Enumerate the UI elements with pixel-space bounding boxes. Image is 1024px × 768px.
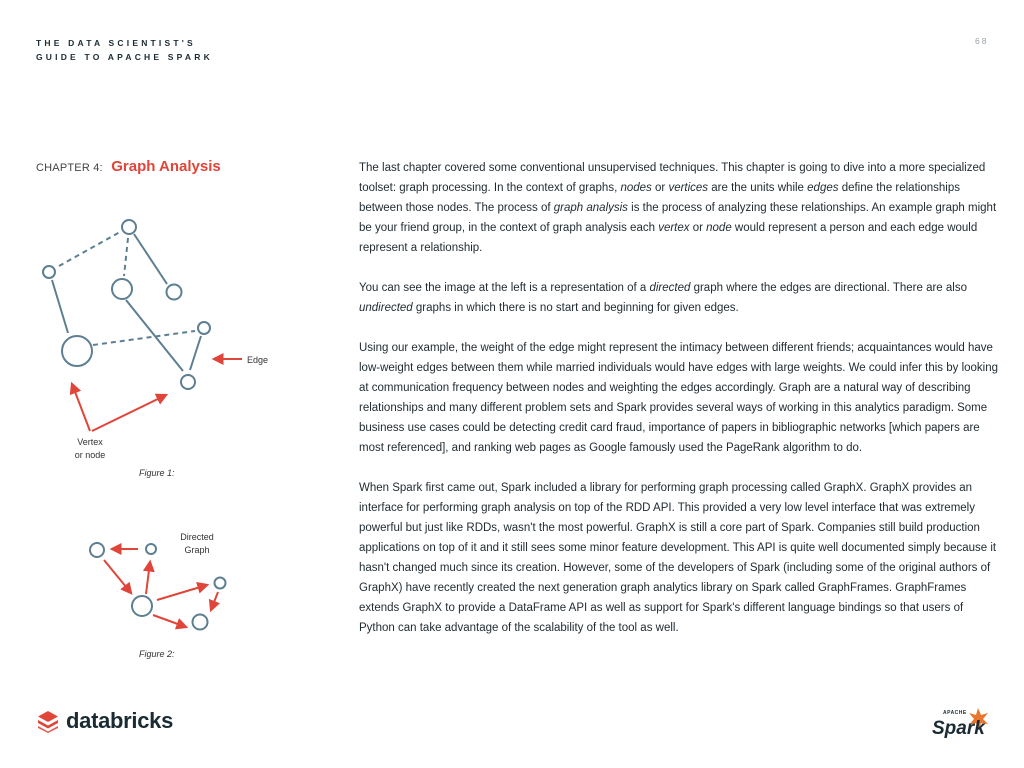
fig1-node: [62, 336, 92, 366]
emphasized-term: vertex: [658, 222, 690, 234]
chapter-label: CHAPTER 4:: [36, 162, 103, 174]
spark-star-icon: [928, 704, 992, 740]
fig1-node: [198, 322, 210, 334]
databricks-logo: [36, 708, 173, 734]
apache-spark-logo: [928, 704, 992, 745]
fig1-node: [167, 285, 182, 300]
fig1-vertex-label: [62, 436, 118, 462]
fig1-vertex-label-line1: Vertex: [77, 437, 103, 447]
fig1-dashed-edge: [124, 238, 128, 276]
fig1-edge-label: Edge: [247, 355, 269, 365]
figure1-graph-diagram: [0, 0, 340, 700]
fig2-node: [146, 544, 156, 554]
fig2-node: [215, 578, 226, 589]
fig1-edge: [134, 234, 167, 284]
header-title-line2: GUIDE TO APACHE SPARK: [36, 52, 213, 62]
fig2-node: [193, 615, 208, 630]
fig2-node: [132, 596, 152, 616]
figure1-caption: Figure 1:: [139, 468, 175, 478]
fig1-edge: [52, 280, 68, 333]
figure2-caption: Figure 2:: [139, 649, 175, 659]
body-text: [359, 158, 999, 658]
fig2-node: [90, 543, 104, 557]
fig1-dashed-edge: [93, 331, 195, 345]
body-paragraph: You can see the image at the left is a representation of a directed graph where the edges are directional. There are also undirected graphs in which there is no start and beginning for given edges.: [359, 282, 967, 314]
emphasized-term: undirected: [359, 302, 413, 314]
emphasized-term: edges: [807, 182, 839, 194]
databricks-logo-icon: [36, 709, 60, 733]
spark-logo-text: Spark: [932, 718, 985, 739]
databricks-logo-text: databricks: [66, 708, 174, 733]
spark-apache-text: APACHE: [943, 710, 967, 716]
body-paragraph: The last chapter covered some conventional unsupervised techniques. This chapter is going to dive into a more specialized toolset: graph processing. In the context of graphs, nodes or vertices are the units while edges define the relationships between those nodes. The process of graph analysis is the process of analyzing these relationships. An example graph might be your friend group, in the context of graph analysis each vertex or node would represent a person and each edge would represent a relationship.: [359, 162, 997, 254]
fig1-vertex-label-line2: or node: [74, 450, 106, 460]
fig1-edge: [126, 300, 183, 371]
fig2-directed-edge: [104, 560, 131, 593]
fig1-node: [112, 279, 132, 299]
fig2-directed-label: [172, 531, 222, 557]
fig1-node: [43, 266, 55, 278]
body-paragraph: Using our example, the weight of the edge might represent the intimacy between different friends; acquaintances would have low-weight edges between them while married individuals would have edges with large weights. We could infer this by looking at communication frequency between nodes and weighting the edges accordingly. Graph are a natural way of describing relationships and many different problem sets and Spark provides several ways of working in this analytics paradigm. Some business use cases could be detecting credit card fraud, importance of papers in bibliographic networks [which papers are most referenced], and ranking web pages as Google famously used the PageRank algorithm to do.: [359, 342, 999, 454]
body-paragraph: When Spark first came out, Spark included a library for performing graph processing called GraphX. GraphX provides an interface for performing graph analysis on top of the RDD API. This provided a very low level interface that was extremely powerful but just like RDDs, wasn't the most powerful. GraphX is still a core part of Spark. Companies still build production applications on top of it and it still sees some minor feature development. This API is quite well documented simply because it hasn't changed much since its creation. However, some of the developers of Spark (including some of the original authors of GraphX) have recently created the next generation graph analytics library on Spark called GraphFrames. GraphFrames extends GraphX to provide a DataFrame API as well as support for Spark's different language bindings so that users of Python can take advantage of the scalability of the tool as well.: [359, 482, 997, 634]
fig1-vertex-pointer-arrow: [92, 395, 166, 431]
fig1-dashed-edge: [59, 232, 120, 266]
chapter-title: Graph Analysis: [111, 158, 221, 175]
fig2-directed-edge: [211, 592, 218, 610]
fig2-directed-edge: [146, 562, 150, 594]
fig2-directed-edge: [157, 585, 207, 600]
fig2-directed-label-line1: Directed: [180, 532, 214, 542]
emphasized-term: vertices: [668, 182, 709, 194]
fig2-directed-label-line2: Graph: [184, 545, 210, 555]
fig1-node: [181, 375, 195, 389]
page-number: 68: [975, 36, 989, 46]
fig1-vertex-pointer-arrow: [72, 384, 90, 431]
fig1-edge: [190, 336, 201, 370]
emphasized-term: nodes: [620, 182, 652, 194]
fig1-node: [122, 220, 136, 234]
emphasized-term: node: [706, 222, 732, 234]
emphasized-term: graph analysis: [553, 202, 628, 214]
header-title-line1: THE DATA SCIENTIST'S: [36, 38, 196, 48]
emphasized-term: directed: [649, 282, 691, 294]
fig2-directed-edge: [153, 615, 186, 627]
